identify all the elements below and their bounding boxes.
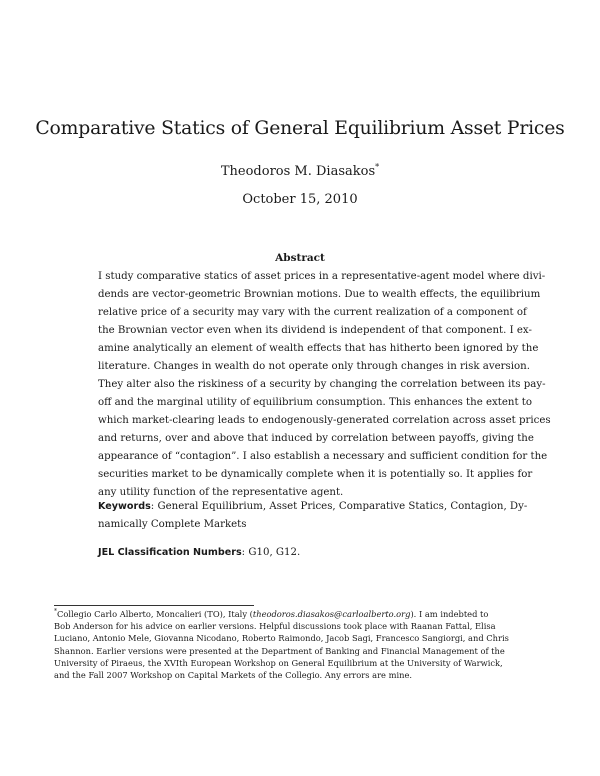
abstract-line: relative price of a security may vary with the current realization of a component of <box>98 307 527 318</box>
abstract-line: amine analytically an element of wealth effects that has hitherto been ignored by the <box>98 343 539 354</box>
footnote-line: Shannon. Earlier versions were presented at the Department of Banking and Financial Management of the <box>54 645 505 656</box>
keywords-label: Keywords <box>98 501 151 512</box>
jel-label: JEL Classification Numbers <box>98 547 242 558</box>
footnote-rule <box>54 605 254 606</box>
paper-title: Comparative Statics of General Equilibrium Asset Prices <box>35 118 565 139</box>
keywords-text: : General Equilibrium, Asset Prices, Comparative Statics, Contagion, Dy- <box>150 501 528 512</box>
abstract-line: securities market to be dynamically complete when it is potentially so. It applies for <box>98 469 533 480</box>
abstract-line: any utility function of the representative agent. <box>98 487 344 498</box>
jel-section <box>98 544 502 562</box>
keywords-section <box>98 498 528 534</box>
footnote <box>54 608 546 681</box>
abstract-line: and returns, over and above that induced by correlation between payoffs, giving the <box>98 433 534 444</box>
footnote-line: and the Fall 2007 Workshop on Capital Markets of the Collegio. Any errors are mine. <box>54 669 412 680</box>
abstract-line: the Brownian vector even when its dividend is independent of that component. I ex- <box>98 325 532 336</box>
abstract-line: They alter also the riskiness of a security by changing the correlation between its pay- <box>98 379 546 390</box>
footnote-affiliation: Collegio Carlo Alberto, Moncalieri (TO), Italy ( <box>57 609 253 619</box>
abstract-line: appearance of “contagion”. I also establish a necessary and sufficient condition for the <box>98 451 548 462</box>
footnote-line: Luciano, Antonio Mele, Giovanna Nicodano, Roberto Raimondo, Jacob Sagi, Francesco Sangiorgi, and Chris <box>54 633 509 644</box>
author-email: theodoros.diasakos@carloalberto.org <box>252 609 411 619</box>
footnote-text: ). I am indebted to <box>410 609 489 619</box>
footnote-line: University of Piraeus, the XVIth European Workshop on General Equilibrium at the University of Warwick, <box>54 657 503 668</box>
footnote-line <box>54 608 546 620</box>
abstract-heading: Abstract <box>275 252 325 264</box>
jel-codes: : G10, G12. <box>241 547 301 558</box>
author-line <box>0 164 600 179</box>
author-footnote-marker: * <box>375 162 380 172</box>
keywords-line <box>98 498 528 516</box>
footnote-marker: * <box>54 608 57 616</box>
keywords-line: namically Complete Markets <box>98 519 247 530</box>
abstract-line: I study comparative statics of asset prices in a representative-agent model where divi- <box>98 271 546 282</box>
abstract-line: literature. Changes in wealth do not operate only through changes in risk aversion. <box>98 361 530 372</box>
footnote-line: Bob Anderson for his advice on earlier versions. Helpful discussions took place with Raanan Fattal, Elisa <box>54 621 496 632</box>
abstract-line: dends are vector-geometric Brownian motions. Due to wealth effects, the equilibrium <box>98 289 541 300</box>
abstract-line: which market-clearing leads to endogenously-generated correlation across asset prices <box>98 415 551 426</box>
abstract-body <box>98 268 551 502</box>
author-name: Theodoros M. Diasakos <box>220 164 376 179</box>
abstract-line: off and the marginal utility of equilibrium consumption. This enhances the extent to <box>98 397 532 408</box>
paper-date: October 15, 2010 <box>242 192 358 207</box>
